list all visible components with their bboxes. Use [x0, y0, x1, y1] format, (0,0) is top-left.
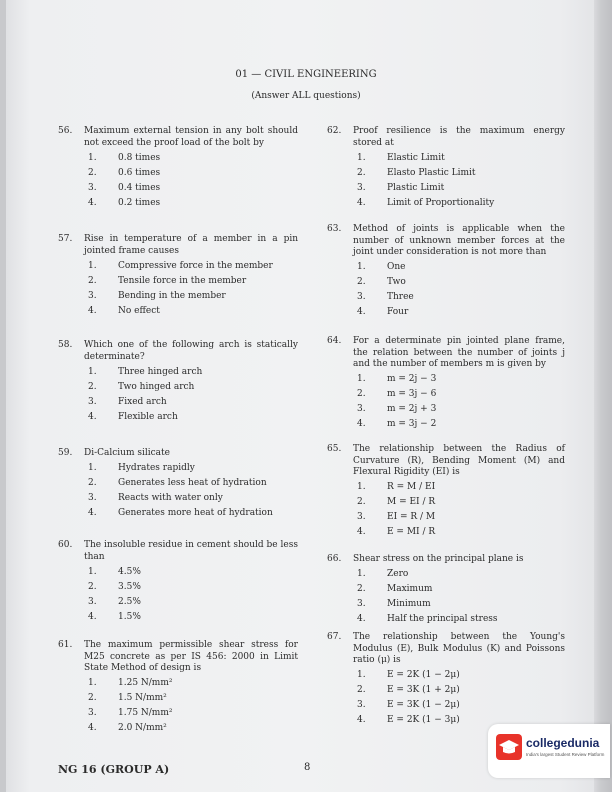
option-number: 3.: [357, 182, 366, 193]
question-number: 66.: [327, 554, 342, 564]
page-number: 8: [304, 762, 311, 773]
options-list: [84, 365, 298, 425]
options-list: [84, 151, 298, 211]
option-text: Elasto Plastic Limit: [387, 167, 476, 178]
option-number: 2.: [88, 478, 97, 489]
option-number: 2.: [88, 167, 97, 178]
question-number: 62.: [327, 126, 342, 136]
question-text: The relationship between the Radius of Curvature (R), Bending Moment (M) and Flexural Rigidity (EI) is: [353, 444, 565, 477]
question-text: Proof resilience is the maximum energy stored at: [353, 126, 565, 148]
option-item: [353, 583, 565, 598]
option-item: [353, 291, 565, 306]
option-number: 3.: [88, 182, 97, 193]
option-item: [353, 613, 565, 628]
option-item: [84, 610, 298, 625]
option-number: 2.: [357, 497, 366, 508]
option-number: 1.: [357, 670, 366, 681]
option-number: 1.: [357, 152, 366, 163]
option-item: [353, 598, 565, 613]
option-item: [84, 722, 298, 737]
option-item: [353, 373, 565, 388]
option-item: [353, 261, 565, 276]
logo-tagline: India's largest Student Review Platform: [526, 752, 605, 757]
option-number: 2.: [88, 693, 97, 704]
option-number: 1.: [88, 463, 97, 474]
question-number: 64.: [327, 336, 342, 346]
question-block: [327, 444, 565, 541]
options-list: [84, 259, 298, 319]
option-text: 0.2 times: [118, 197, 161, 208]
option-item: [353, 151, 565, 166]
option-item: [353, 418, 565, 433]
option-number: 3.: [88, 396, 97, 407]
option-item: [84, 410, 298, 425]
option-text: E = 3K (1 − 2μ): [387, 700, 460, 711]
option-text: Hydrates rapidly: [118, 463, 195, 474]
option-text: Flexible arch: [118, 411, 178, 422]
question-block: [58, 340, 298, 425]
option-number: 1.: [88, 366, 97, 377]
options-list: [353, 481, 565, 541]
option-item: [353, 511, 565, 526]
option-number: 2.: [357, 584, 366, 595]
option-number: 4.: [357, 307, 366, 318]
option-item: [353, 496, 565, 511]
options-list: [353, 151, 565, 211]
question-text: Maximum external tension in any bolt should not exceed the proof load of the bolt by: [84, 126, 298, 148]
watermark-logo: [488, 724, 610, 778]
option-number: 2.: [88, 275, 97, 286]
option-text: Reacts with water only: [118, 493, 223, 504]
option-item: [84, 462, 298, 477]
option-number: 4.: [357, 197, 366, 208]
option-number: 3.: [357, 599, 366, 610]
option-item: [84, 259, 298, 274]
option-number: 4.: [357, 715, 366, 726]
question-block: [58, 126, 298, 211]
option-text: E = 2K (1 − 2μ): [387, 670, 460, 681]
question-text: Rise in temperature of a member in a pin jointed frame causes: [84, 234, 298, 256]
options-list: [353, 261, 565, 321]
option-item: [353, 568, 565, 583]
option-text: 1.5 N/mm²: [118, 693, 167, 704]
option-text: Two hinged arch: [118, 381, 195, 392]
option-number: 1.: [357, 482, 366, 493]
option-number: 3.: [88, 493, 97, 504]
question-block: [327, 126, 565, 211]
option-number: 2.: [88, 581, 97, 592]
option-text: Zero: [387, 569, 409, 580]
option-item: [84, 304, 298, 319]
option-number: 4.: [357, 527, 366, 538]
option-text: M = EI / R: [387, 497, 436, 508]
option-item: [84, 477, 298, 492]
option-text: E = 3K (1 + 2μ): [387, 685, 460, 696]
option-text: Plastic Limit: [387, 182, 445, 193]
option-text: Minimum: [387, 599, 431, 610]
binding-spine: [594, 0, 612, 792]
question-text: Which one of the following arch is statically determinate?: [84, 340, 298, 362]
option-item: [353, 181, 565, 196]
options-list: [84, 462, 298, 522]
option-item: [84, 196, 298, 211]
option-item: [353, 526, 565, 541]
option-number: 2.: [357, 389, 366, 400]
option-item: [353, 481, 565, 496]
section-title: 01 — CIVIL ENGINEERING: [235, 69, 377, 80]
option-item: [353, 403, 565, 418]
question-block: [58, 234, 298, 319]
option-text: Compressive force in the member: [118, 260, 273, 271]
option-number: 4.: [357, 419, 366, 430]
option-item: [84, 692, 298, 707]
option-number: 4.: [88, 723, 97, 734]
question-number: 61.: [58, 640, 73, 650]
option-text: 4.5%: [118, 566, 141, 577]
question-text: For a determinate pin jointed plane frame, the relation between the number of joints j and the number of members m is given by: [353, 336, 565, 369]
options-list: [353, 373, 565, 433]
question-block: [327, 336, 565, 433]
question-block: [327, 632, 565, 729]
option-item: [84, 580, 298, 595]
question-block: [58, 540, 298, 625]
option-item: [84, 151, 298, 166]
question-number: 65.: [327, 444, 342, 454]
option-text: Bending in the member: [118, 290, 226, 301]
option-item: [353, 669, 565, 684]
question-block: [327, 554, 565, 628]
option-number: 1.: [88, 566, 97, 577]
option-text: 2.5%: [118, 596, 141, 607]
option-item: [84, 365, 298, 380]
option-number: 2.: [88, 381, 97, 392]
option-item: [84, 565, 298, 580]
option-item: [84, 181, 298, 196]
option-number: 1.: [357, 569, 366, 580]
option-number: 3.: [88, 708, 97, 719]
option-text: Tensile force in the member: [118, 275, 247, 286]
option-text: 3.5%: [118, 581, 141, 592]
option-item: [84, 166, 298, 181]
option-text: 2.0 N/mm²: [118, 723, 167, 734]
option-text: Half the principal stress: [387, 614, 498, 625]
logo-brand: collegedunia: [526, 736, 600, 750]
option-number: 4.: [88, 508, 97, 519]
option-item: [84, 289, 298, 304]
question-number: 58.: [58, 340, 73, 350]
option-text: Three: [387, 292, 414, 303]
option-item: [84, 274, 298, 289]
option-number: 4.: [88, 305, 97, 316]
option-text: m = 2j − 3: [387, 374, 437, 385]
question-block: [327, 224, 565, 321]
option-item: [353, 388, 565, 403]
question-number: 57.: [58, 234, 73, 244]
option-number: 3.: [357, 404, 366, 415]
option-text: Fixed arch: [118, 396, 167, 407]
question-number: 56.: [58, 126, 73, 136]
option-text: m = 3j − 2: [387, 419, 437, 430]
option-text: 1.75 N/mm²: [118, 708, 173, 719]
option-text: R = M / EI: [387, 482, 436, 493]
option-text: EI = R / M: [387, 512, 436, 523]
option-text: 1.25 N/mm²: [118, 678, 173, 689]
question-text: The insoluble residue in cement should be less than: [84, 540, 298, 562]
option-text: m = 2j + 3: [387, 404, 437, 415]
options-list: [84, 565, 298, 625]
option-number: 1.: [88, 260, 97, 271]
options-list: [84, 677, 298, 737]
option-number: 1.: [88, 152, 97, 163]
option-number: 4.: [88, 197, 97, 208]
graduation-cap-icon: [496, 734, 522, 760]
option-number: 1.: [357, 374, 366, 385]
option-number: 3.: [88, 596, 97, 607]
question-number: 63.: [327, 224, 342, 234]
question-text: Shear stress on the principal plane is: [353, 554, 524, 564]
option-item: [84, 380, 298, 395]
option-text: 0.8 times: [118, 152, 161, 163]
option-text: E = 2K (1 − 3μ): [387, 715, 460, 726]
question-text: The relationship between the Young's Modulus (E), Bulk Modulus (K) and Poissons ratio (μ) is: [353, 632, 565, 665]
option-item: [84, 395, 298, 410]
option-number: 4.: [88, 411, 97, 422]
option-text: Maximum: [387, 584, 433, 595]
option-item: [353, 276, 565, 291]
option-text: Limit of Proportionality: [387, 197, 495, 208]
question-block: [58, 448, 298, 522]
question-number: 67.: [327, 632, 342, 642]
section-instruction: (Answer ALL questions): [251, 91, 361, 101]
option-number: 3.: [88, 290, 97, 301]
option-number: 3.: [357, 512, 366, 523]
option-item: [353, 166, 565, 181]
paper-code: NG 16 (GROUP A): [58, 763, 170, 776]
option-text: Generates more heat of hydration: [118, 508, 273, 519]
options-list: [353, 568, 565, 628]
option-item: [353, 699, 565, 714]
option-number: 2.: [357, 167, 366, 178]
option-text: Elastic Limit: [387, 152, 445, 163]
option-item: [84, 507, 298, 522]
option-text: Two: [387, 277, 406, 288]
option-text: 0.6 times: [118, 167, 161, 178]
option-item: [353, 196, 565, 211]
option-item: [353, 684, 565, 699]
question-number: 59.: [58, 448, 73, 458]
option-number: 4.: [88, 611, 97, 622]
option-text: E = MI / R: [387, 527, 436, 538]
option-item: [84, 595, 298, 610]
question-text: Method of joints is applicable when the number of unknown member forces at the joint under consideration is not more than: [353, 224, 565, 257]
question-block: [58, 640, 298, 737]
option-text: Three hinged arch: [118, 366, 203, 377]
option-number: 3.: [357, 292, 366, 303]
option-number: 2.: [357, 277, 366, 288]
option-item: [84, 492, 298, 507]
option-number: 1.: [88, 678, 97, 689]
option-text: Four: [387, 307, 409, 318]
option-item: [353, 306, 565, 321]
option-text: 0.4 times: [118, 182, 161, 193]
option-number: 1.: [357, 262, 366, 273]
option-text: One: [387, 262, 406, 273]
question-text: The maximum permissible shear stress for M25 concrete as per IS 456: 2000 in Limit State Method of design is: [84, 640, 298, 673]
question-number: 60.: [58, 540, 73, 550]
question-text: Di-Calcium silicate: [84, 448, 170, 458]
option-text: 1.5%: [118, 611, 141, 622]
option-number: 4.: [357, 614, 366, 625]
option-text: Generates less heat of hydration: [118, 478, 267, 489]
option-text: No effect: [118, 305, 160, 316]
option-item: [84, 707, 298, 722]
option-number: 2.: [357, 685, 366, 696]
options-list: [353, 669, 565, 729]
option-number: 3.: [357, 700, 366, 711]
option-text: m = 3j − 6: [387, 389, 437, 400]
page-edge: [0, 0, 6, 792]
option-item: [84, 677, 298, 692]
